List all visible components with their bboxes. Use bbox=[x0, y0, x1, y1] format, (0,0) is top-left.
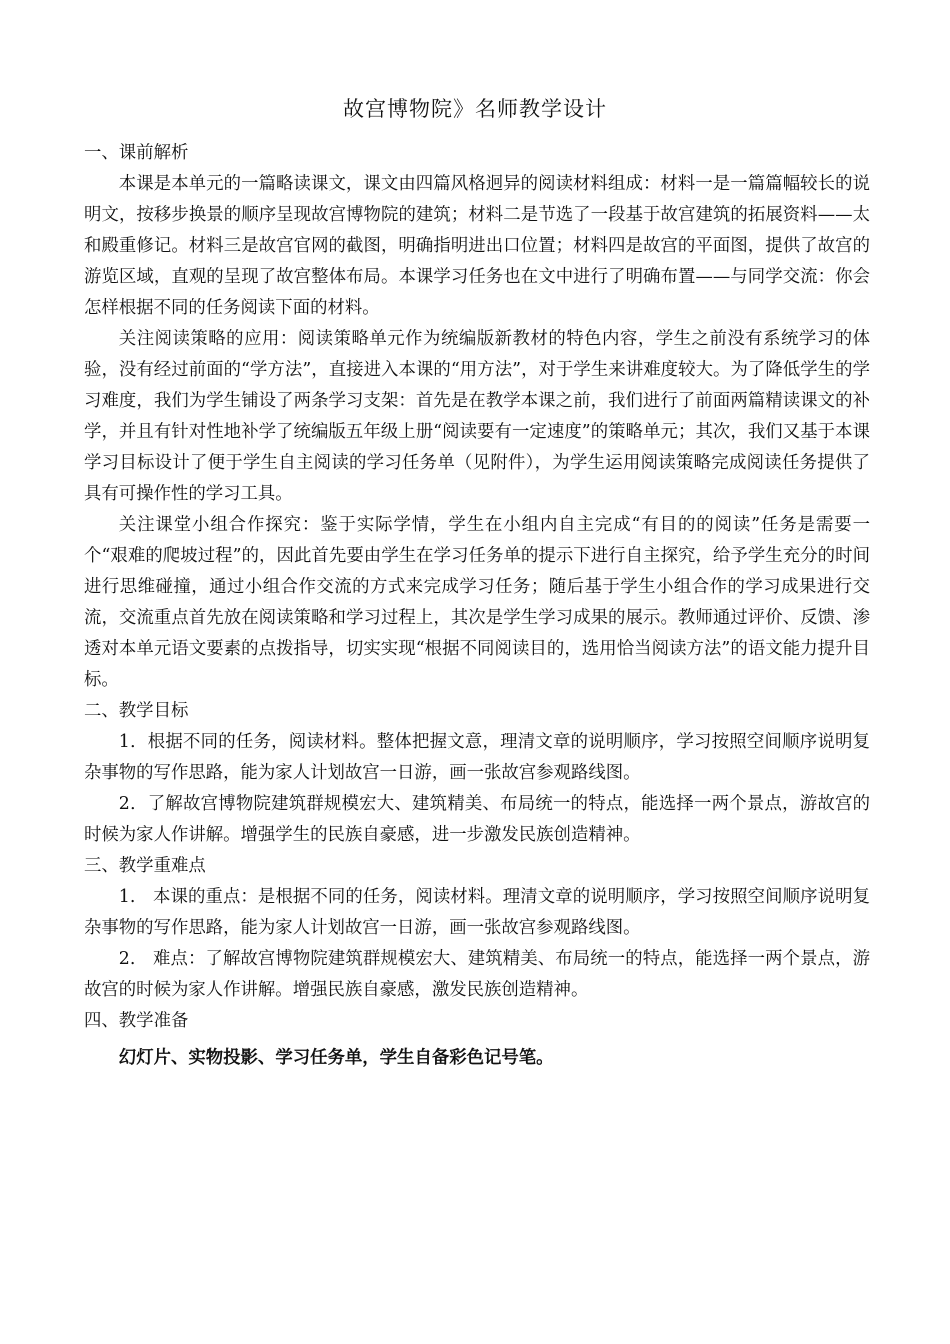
paragraph: 2．了解故宫博物院建筑群规模宏大、建筑精美、布局统一的特点，能选择一两个景点，游故宫的时候为家人作讲解。增强学生的民族自豪感，进一步激发民族创造精神。 bbox=[84, 794, 870, 845]
page-title: 故宫博物院》名师教学设计 bbox=[343, 97, 607, 121]
paragraph: 1. 本课的重点：是根据不同的任务，阅读材料。理清文章的说明顺序，学习按照空间顺序说明复杂事物的写作思路，能为家人计划故宫一日游，画一张故宫参观路线图。 bbox=[84, 887, 870, 938]
section-heading-goals: 二、教学目标 bbox=[84, 701, 189, 721]
document-body bbox=[84, 138, 870, 1074]
paragraph: 2. 难点：了解故宫博物院建筑群规模宏大、建筑精美、布局统一的特点，能选择一两个景点，游故宫的时候为家人作讲解。增强民族自豪感，激发民族创造精神。 bbox=[84, 949, 870, 1000]
paragraph: 关注阅读策略的应用：阅读策略单元作为统编版新教材的特色内容，学生之前没有系统学习的体验，没有经过前面的“学方法”，直接进入本课的“用方法”，对于学生来讲难度较大。为了降低学生的学习难度，我们为学生铺设了两条学习支架：首先是在教学本课之前，我们进行了前面两篇精读课文的补学，并且有针对性地补学了统编版五年级上册“阅读要有一定速度”的策略单元；其次，我们又基于本课学习目标设计了便于学生自主阅读的学习任务单（见附件），为学生运用阅读策略完成阅读任务提供了具有可操作性的学习工具。 bbox=[84, 329, 870, 504]
section-heading-analysis: 一、课前解析 bbox=[84, 143, 189, 163]
paragraph: 本课是本单元的一篇略读课文，课文由四篇风格迥异的阅读材料组成：材料一是一篇篇幅较长的说明文，按移步换景的顺序呈现故宫博物院的建筑；材料二是节选了一段基于故宫建筑的拓展资料——太和殿重修记。材料三是故宫官网的截图，明确指明进出口位置；材料四是故宫的平面图，提供了故宫的游览区域，直观的呈现了故宫整体布局。本课学习任务也在文中进行了明确布置——与同学交流：你会怎样根据不同的任务阅读下面的材料。 bbox=[84, 174, 870, 318]
section-heading-preparation: 四、教学准备 bbox=[84, 1011, 189, 1031]
paragraph: 1．根据不同的任务，阅读材料。整体把握文意，理清文章的说明顺序，学习按照空间顺序说明复杂事物的写作思路，能为家人计划故宫一日游，画一张故宫参观路线图。 bbox=[84, 732, 870, 783]
section-heading-key-points: 三、教学重难点 bbox=[84, 856, 206, 876]
paragraph: 关注课堂小组合作探究：鉴于实际学情，学生在小组内自主完成“有目的的阅读”任务是需要一个“艰难的爬坡过程”的，因此首先要由学生在学习任务单的提示下进行自主探究，给予学生充分的时间进行思维碰撞，通过小组合作交流的方式来完成学习任务；随后基于学生小组合作的学习成果进行交流，交流重点首先放在阅读策略和学习过程上，其次是学生学习成果的展示。教师通过评价、反馈、渗透对本单元语文要素的点拨指导，切实实现“根据不同阅读目的，选用恰当阅读方法”的语文能力提升目标。 bbox=[84, 515, 870, 690]
preparation-list: 幻灯片、实物投影、学习任务单，学生自备彩色记号笔。 bbox=[118, 1048, 554, 1068]
